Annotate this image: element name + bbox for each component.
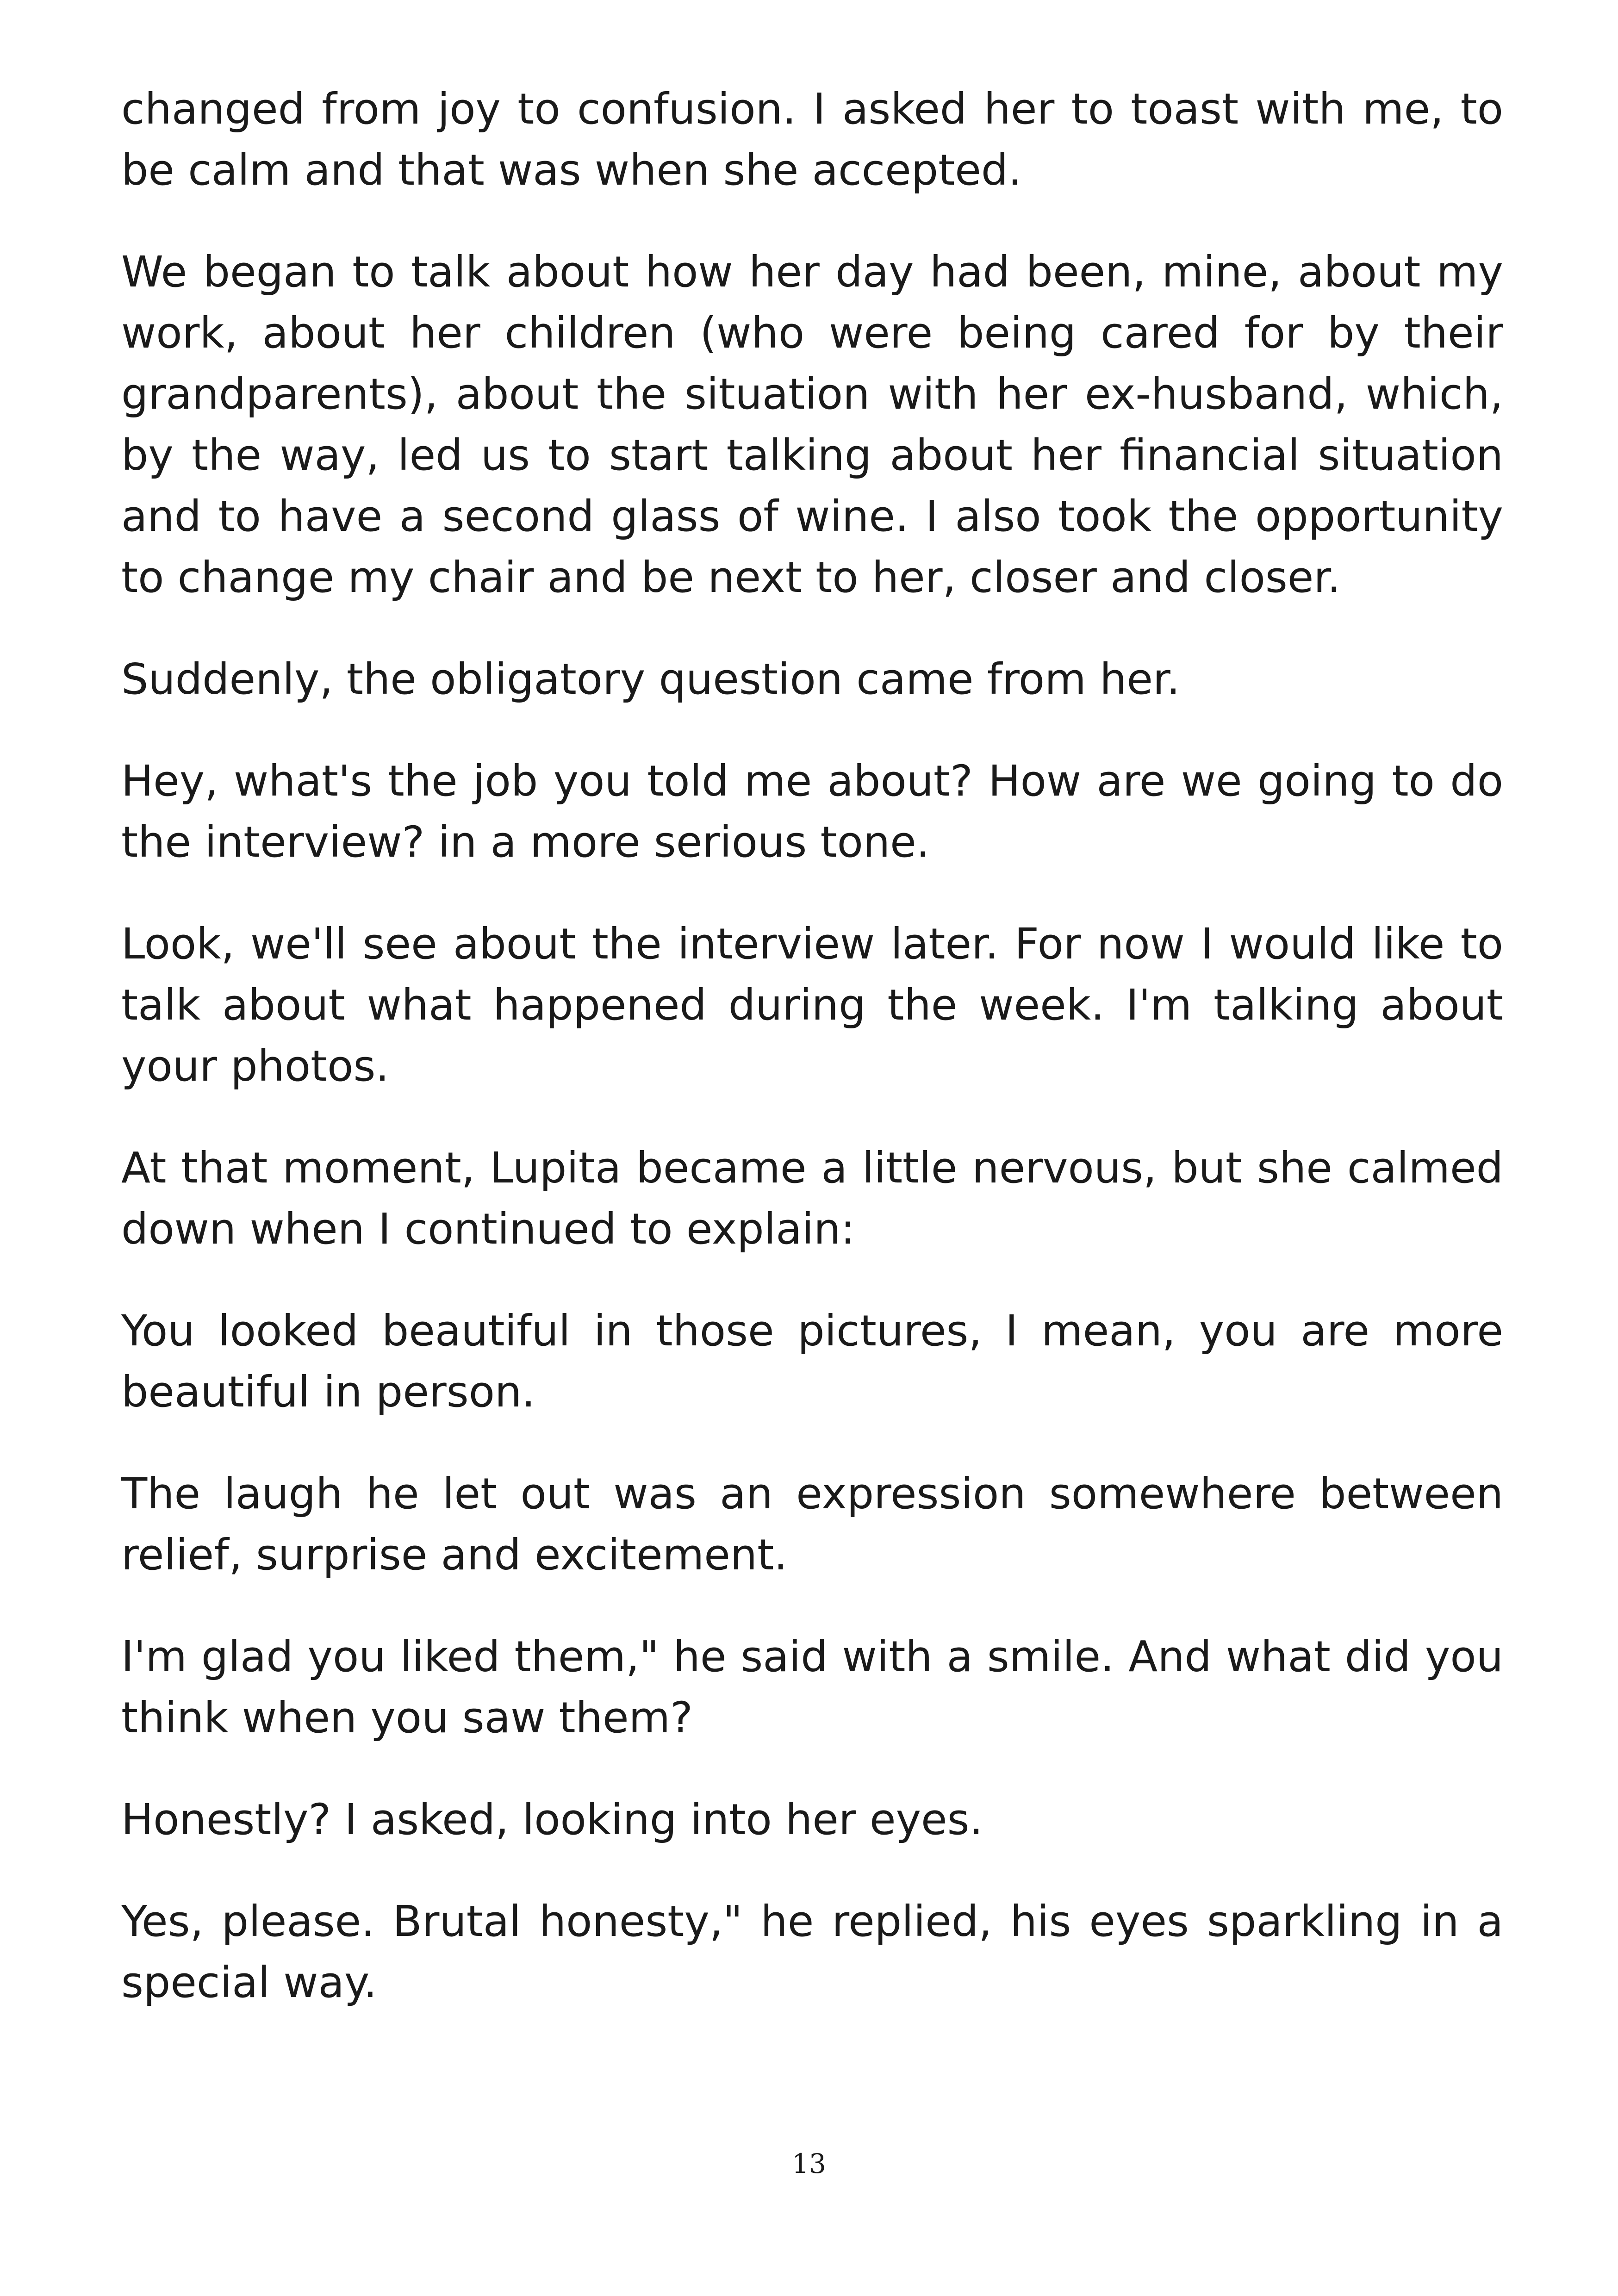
- paragraph: Honestly? I asked, looking into her eyes.: [121, 1795, 983, 1844]
- paragraph: You looked beautiful in those pictures, I mean, you are more beautiful in person.: [121, 1306, 1503, 1417]
- body-text: [121, 79, 1503, 2054]
- paragraph: Suddenly, the obligatory question came from her.: [121, 654, 1180, 704]
- paragraph: The laugh he let out was an expression somewhere between relief, surprise and excitement.: [121, 1469, 1503, 1580]
- page-number: 13: [792, 2148, 826, 2179]
- paragraph: I'm glad you liked them," he said with a smile. And what did you think when you saw them?: [121, 1632, 1503, 1742]
- paragraph: At that moment, Lupita became a little nervous, but she calmed down when I continued to explain:: [121, 1143, 1503, 1254]
- paragraph: Yes, please. Brutal honesty," he replied, his eyes sparkling in a special way.: [121, 1897, 1503, 2007]
- paragraph: changed from joy to confusion. I asked her to toast with me, to be calm and that was when she accepted.: [121, 84, 1503, 195]
- paragraph: Look, we'll see about the interview later. For now I would like to talk about what happened during the week. I'm talking about your photos.: [121, 919, 1503, 1091]
- paragraph: We began to talk about how her day had been, mine, about my work, about her children (who were being cared for by their grandparents), about the situation with her ex-husband, which, by the way, led us to start talking about her financial situation and to have a second glass of wine. I also took the opportunity to change my chair and be next to her, closer and closer.: [121, 247, 1503, 602]
- paragraph: Hey, what's the job you told me about? How are we going to do the interview? in a more serious tone.: [121, 756, 1503, 867]
